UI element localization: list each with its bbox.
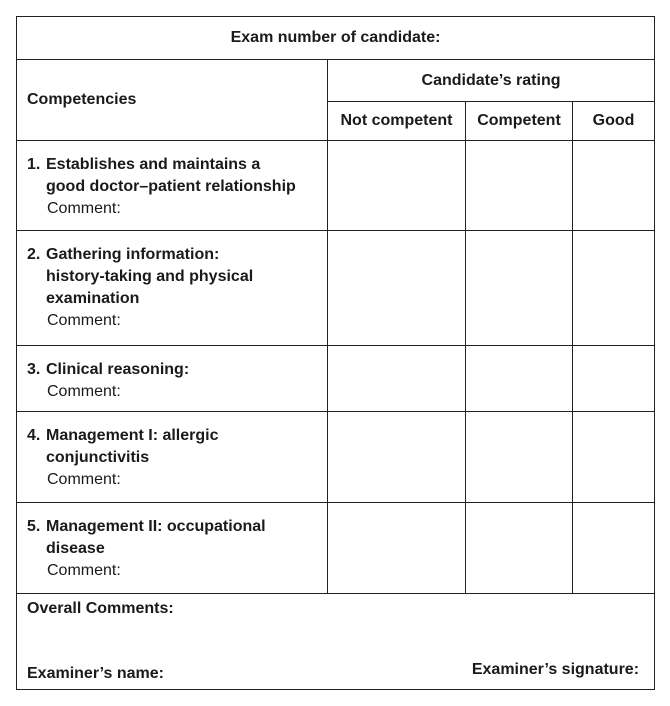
- competency-number: 5.: [27, 518, 41, 535]
- good-cell[interactable]: [573, 503, 655, 594]
- competency-number: 1.: [27, 156, 41, 173]
- overall-comments-section[interactable]: [17, 594, 655, 690]
- competency-cell: [17, 503, 328, 594]
- table-row: [17, 503, 655, 594]
- competency-title: disease: [46, 540, 105, 557]
- competency-cell: [17, 231, 328, 346]
- comment-label: Comment:: [47, 562, 121, 579]
- competency-title: examination: [46, 290, 140, 307]
- competency-number: 2.: [27, 246, 41, 263]
- competent-cell[interactable]: [466, 412, 573, 503]
- competency-title: Clinical reasoning:: [46, 361, 190, 378]
- exam-number-label: Exam number of candidate:: [17, 17, 655, 60]
- competency-title: Establishes and maintains a: [46, 156, 261, 173]
- competency-number: 3.: [27, 361, 41, 378]
- not-competent-header: Not competent: [328, 102, 466, 141]
- good-header: Good: [573, 102, 655, 141]
- overall-comments-label: Overall Comments:: [27, 600, 174, 617]
- good-cell[interactable]: [573, 141, 655, 231]
- competent-header: Competent: [466, 102, 573, 141]
- examiner-name-label: Examiner’s name:: [27, 665, 164, 682]
- competency-title: good doctor–patient relationship: [46, 178, 296, 195]
- competency-title: Management I: allergic: [46, 427, 219, 444]
- good-cell[interactable]: [573, 231, 655, 346]
- good-cell[interactable]: [573, 346, 655, 412]
- competency-title: conjunctivitis: [46, 449, 150, 466]
- competency-title: Management II: occupational: [46, 518, 266, 535]
- competency-number: 4.: [27, 427, 41, 444]
- comment-label: Comment:: [47, 471, 121, 488]
- table-row: [17, 141, 655, 231]
- assessment-form: [16, 16, 655, 690]
- examiner-signature-label: Examiner’s signature:: [471, 661, 640, 678]
- not-competent-cell[interactable]: [328, 141, 466, 231]
- table-row: [17, 412, 655, 503]
- competencies-header: Competencies: [17, 60, 328, 141]
- table-row: [17, 346, 655, 412]
- competency-title: history-taking and physical: [46, 268, 254, 285]
- competent-cell[interactable]: [466, 231, 573, 346]
- comment-label: Comment:: [47, 383, 121, 400]
- not-competent-cell[interactable]: [328, 231, 466, 346]
- comment-label: Comment:: [47, 200, 121, 217]
- good-cell[interactable]: [573, 412, 655, 503]
- competency-cell: [17, 346, 328, 412]
- table-row: [17, 231, 655, 346]
- competency-cell: [17, 412, 328, 503]
- not-competent-cell[interactable]: [328, 503, 466, 594]
- competent-cell[interactable]: [466, 503, 573, 594]
- not-competent-cell[interactable]: [328, 412, 466, 503]
- candidates-rating-header: Candidate’s rating: [328, 60, 655, 102]
- competent-cell[interactable]: [466, 141, 573, 231]
- competency-cell: [17, 141, 328, 231]
- not-competent-cell[interactable]: [328, 346, 466, 412]
- comment-label: Comment:: [47, 312, 121, 329]
- competency-title: Gathering information:: [46, 246, 220, 263]
- competent-cell[interactable]: [466, 346, 573, 412]
